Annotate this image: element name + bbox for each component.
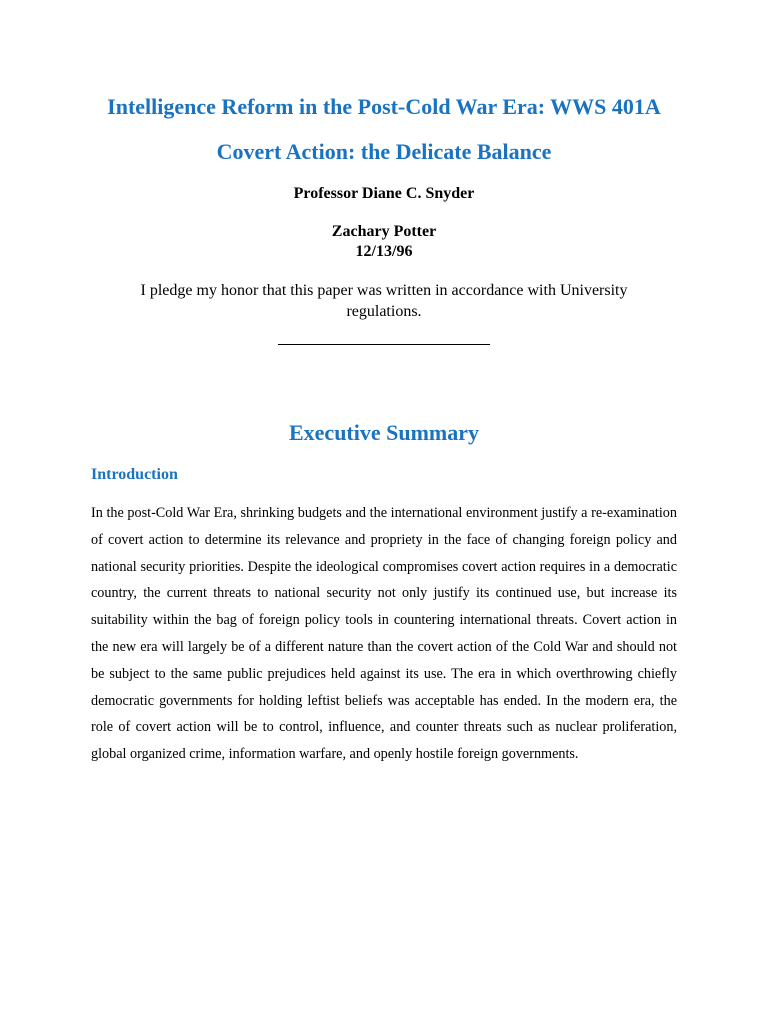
- honor-pledge: I pledge my honor that this paper was written in accordance with University regulations.: [140, 282, 628, 320]
- signature-line: [278, 344, 490, 345]
- section-heading: Executive Summary: [288, 420, 480, 445]
- document-date: 12/13/96: [355, 243, 413, 260]
- author-name: Zachary Potter: [331, 223, 437, 240]
- document-subtitle: Covert Action: the Delicate Balance: [216, 139, 552, 164]
- professor-name: Professor Diane C. Snyder: [293, 185, 475, 202]
- body-paragraph: In the post-Cold War Era, shrinking budgets and the international environment justify a re-examination of covert action to determine its relevance and propriety in the face of changing foreign policy and national security priorities. Despite the ideological compromises covert action requires in a democratic country, the current threats to national security not only justify its continued use, but increase its suitability within the bag of foreign policy tools in countering international threats. Covert action in the new era will largely be of a different nature than the covert action of the Cold War and should not be subject to the same public prejudices held against its use. The era in which overthrowing chiefly democratic governments for holding leftist beliefs was acceptable has ended. In the modern era, the role of covert action will be to control, influence, and counter threats such as nuclear proliferation, global organized crime, information warfare, and openly hostile foreign governments.: [91, 505, 677, 763]
- subsection-heading: Introduction: [91, 466, 178, 483]
- document-title: Intelligence Reform in the Post-Cold War Era: WWS 401A: [107, 94, 661, 119]
